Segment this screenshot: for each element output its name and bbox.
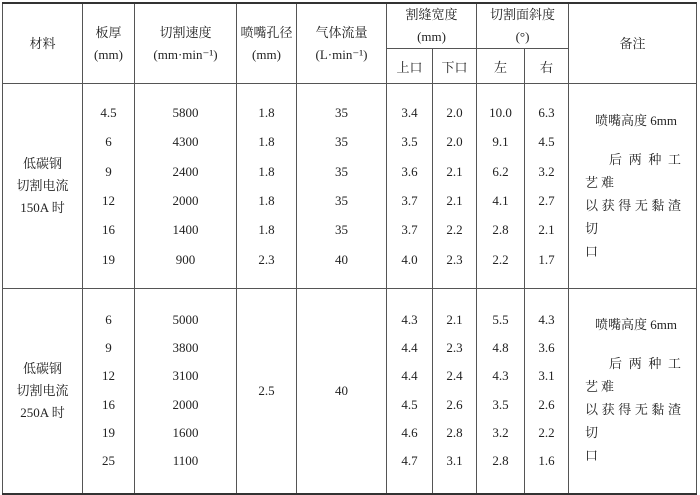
group-150a-slope-right bbox=[525, 84, 569, 289]
thickness-value: 9 bbox=[105, 163, 112, 179]
group-150a-slope-left bbox=[477, 84, 525, 289]
speed-value: 1100 bbox=[172, 453, 199, 469]
thickness-value: 19 bbox=[102, 425, 115, 441]
header-slope bbox=[477, 3, 569, 49]
kerf-top-value: 4.4 bbox=[401, 368, 418, 384]
slope-right-value: 4.3 bbox=[538, 311, 555, 327]
header-kerf-top: 上口 bbox=[387, 49, 433, 84]
kerf-bottom-value: 2.2 bbox=[446, 222, 463, 238]
group-150a-gas bbox=[297, 84, 387, 289]
header-speed-label: 切割速度 bbox=[159, 24, 212, 40]
kerf-top-value: 4.0 bbox=[401, 251, 418, 267]
material-line: 切割电流 bbox=[16, 178, 69, 193]
group-250a-slope-left bbox=[477, 289, 525, 494]
header-gas-label: 气体流量 bbox=[315, 24, 368, 40]
gas-value: 35 bbox=[335, 134, 348, 150]
gas-value: 35 bbox=[335, 163, 348, 179]
slope-left-value: 6.2 bbox=[492, 163, 509, 179]
slope-left-value: 3.2 bbox=[492, 425, 509, 441]
header-kerf-bottom: 下口 bbox=[433, 49, 477, 84]
group-250a-material bbox=[3, 289, 83, 494]
material-line: 低碳钢 bbox=[22, 360, 62, 376]
header-kerf-unit: (mm) bbox=[417, 29, 446, 44]
group-250a-slope-right bbox=[525, 289, 569, 494]
group-150a-material bbox=[3, 84, 83, 289]
kerf-top-value: 3.7 bbox=[401, 222, 418, 238]
header-slope-unit: (°) bbox=[515, 29, 530, 44]
slope-left-value: 3.5 bbox=[492, 396, 509, 412]
header-thickness-unit: (mm) bbox=[94, 46, 123, 62]
thickness-value: 6 bbox=[105, 311, 112, 327]
slope-left-value: 2.8 bbox=[492, 453, 509, 469]
speed-value: 3800 bbox=[172, 340, 199, 356]
group-150a-thickness bbox=[83, 84, 135, 289]
header-remark: 备注 bbox=[569, 3, 697, 84]
header-nozzle bbox=[237, 3, 297, 84]
nozzle-value: 1.8 bbox=[258, 193, 275, 208]
group-250a-gas: 40 bbox=[297, 289, 387, 494]
header-row-1 bbox=[3, 3, 697, 49]
remark-slag-line: 以获得无黏渣切 bbox=[585, 197, 685, 236]
header-kerf-label: 割缝宽度 bbox=[405, 7, 458, 22]
kerf-bottom-value: 2.3 bbox=[446, 340, 463, 356]
header-speed bbox=[135, 3, 237, 84]
kerf-bottom-value: 2.3 bbox=[446, 251, 463, 267]
thickness-value: 6 bbox=[105, 134, 112, 150]
slope-right-value: 2.6 bbox=[538, 396, 555, 412]
thickness-value: 9 bbox=[105, 340, 112, 356]
slope-right-value: 3.2 bbox=[538, 163, 555, 179]
slope-right-value: 3.1 bbox=[538, 368, 555, 384]
material-line: 低碳钢 bbox=[22, 156, 62, 171]
remark-slag-note bbox=[585, 148, 684, 194]
kerf-top-value: 3.7 bbox=[401, 193, 418, 208]
material-line: 切割电流 bbox=[16, 382, 69, 398]
kerf-top-value: 4.5 bbox=[401, 396, 418, 412]
group-250a-nozzle: 2.5 bbox=[237, 289, 297, 494]
gas-value: 35 bbox=[335, 105, 348, 121]
group-250a-kerf-top bbox=[387, 289, 433, 494]
slope-left-value: 4.3 bbox=[492, 368, 509, 384]
kerf-top-value: 4.4 bbox=[401, 340, 418, 356]
kerf-bottom-value: 3.1 bbox=[446, 453, 463, 469]
speed-value: 2000 bbox=[172, 193, 199, 208]
remark-slag-line: 口 bbox=[585, 448, 599, 464]
kerf-top-value: 3.5 bbox=[401, 134, 418, 150]
group-250a-kerf-bottom bbox=[433, 289, 477, 494]
remark-slag-line: 后两种工艺难 bbox=[585, 356, 685, 395]
slope-right-value: 3.6 bbox=[538, 340, 555, 356]
group-150a-speed bbox=[135, 84, 237, 289]
slope-right-value: 4.5 bbox=[538, 134, 555, 150]
cutting-parameters-table bbox=[2, 2, 697, 495]
gas-value: 40 bbox=[335, 251, 348, 267]
header-thickness bbox=[83, 3, 135, 84]
header-slope-right: 右 bbox=[525, 49, 569, 84]
kerf-bottom-value: 2.8 bbox=[446, 425, 463, 441]
header-nozzle-label: 喷嘴孔径 bbox=[240, 24, 293, 40]
kerf-top-value: 4.7 bbox=[401, 453, 418, 469]
kerf-bottom-value: 2.6 bbox=[446, 396, 463, 412]
group-250a-row bbox=[3, 289, 697, 494]
gas-value: 35 bbox=[335, 193, 348, 208]
thickness-value: 12 bbox=[102, 368, 115, 384]
kerf-bottom-value: 2.0 bbox=[446, 134, 463, 150]
header-gas-unit: (L·min⁻¹) bbox=[315, 46, 368, 62]
group-250a-thickness bbox=[83, 289, 135, 494]
kerf-bottom-value: 2.1 bbox=[446, 163, 463, 179]
kerf-top-value: 4.3 bbox=[401, 311, 418, 327]
nozzle-value: 1.8 bbox=[258, 163, 275, 179]
thickness-value: 19 bbox=[102, 251, 115, 267]
group-150a-remark bbox=[569, 84, 697, 289]
slope-left-value: 4.1 bbox=[492, 193, 509, 208]
kerf-top-value: 4.6 bbox=[401, 425, 418, 441]
slope-right-value: 2.2 bbox=[538, 425, 555, 441]
speed-value: 2000 bbox=[172, 396, 199, 412]
header-thickness-label: 板厚 bbox=[95, 24, 122, 40]
speed-value: 1600 bbox=[172, 425, 199, 441]
slope-left-value: 4.8 bbox=[492, 340, 509, 356]
nozzle-value: 1.8 bbox=[258, 222, 275, 238]
speed-value: 900 bbox=[175, 251, 196, 267]
slope-right-value: 2.7 bbox=[538, 193, 555, 208]
header-speed-unit: (mm·min⁻¹) bbox=[153, 46, 218, 62]
slope-right-value: 1.7 bbox=[538, 251, 555, 267]
nozzle-value: 1.8 bbox=[258, 105, 275, 121]
group-150a-kerf-bottom bbox=[433, 84, 477, 289]
kerf-bottom-value: 2.1 bbox=[446, 311, 463, 327]
remark-slag-line: 后两种工艺难 bbox=[585, 151, 685, 190]
slope-right-value: 1.6 bbox=[538, 453, 555, 469]
remark-nozzle-height: 喷嘴高度 6mm bbox=[595, 112, 678, 128]
remark-slag-line: 以获得无黏渣切 bbox=[585, 402, 685, 441]
nozzle-value: 2.3 bbox=[258, 251, 275, 267]
slope-left-value: 9.1 bbox=[492, 134, 509, 150]
group-150a-kerf-top bbox=[387, 84, 433, 289]
speed-value: 1400 bbox=[172, 222, 199, 238]
remark-slag-note bbox=[585, 352, 684, 398]
gas-value: 35 bbox=[335, 222, 348, 238]
slope-left-value: 10.0 bbox=[489, 105, 512, 121]
thickness-value: 4.5 bbox=[100, 105, 117, 121]
thickness-value: 16 bbox=[102, 396, 115, 412]
cutting-parameters-table-wrapper bbox=[2, 2, 696, 486]
speed-value: 5000 bbox=[172, 311, 199, 327]
kerf-bottom-value: 2.0 bbox=[446, 105, 463, 121]
kerf-bottom-value: 2.4 bbox=[446, 368, 463, 384]
slope-left-value: 5.5 bbox=[492, 311, 509, 327]
speed-value: 2400 bbox=[172, 163, 199, 179]
thickness-value: 12 bbox=[102, 193, 115, 208]
header-nozzle-unit: (mm) bbox=[252, 46, 281, 62]
header-gas bbox=[297, 3, 387, 84]
slope-right-value: 2.1 bbox=[538, 222, 555, 238]
kerf-bottom-value: 2.1 bbox=[446, 193, 463, 208]
header-slope-label: 切割面斜度 bbox=[490, 7, 556, 22]
thickness-value: 16 bbox=[102, 222, 115, 238]
group-150a-nozzle bbox=[237, 84, 297, 289]
remark-slag-line: 口 bbox=[585, 243, 599, 259]
remark-nozzle-height: 喷嘴高度 6mm bbox=[595, 317, 678, 333]
speed-value: 5800 bbox=[172, 105, 199, 121]
slope-right-value: 6.3 bbox=[538, 105, 555, 121]
nozzle-value: 1.8 bbox=[258, 134, 275, 150]
slope-left-value: 2.2 bbox=[492, 251, 509, 267]
header-slope-left: 左 bbox=[477, 49, 525, 84]
group-250a-speed bbox=[135, 289, 237, 494]
group-250a-remark bbox=[569, 289, 697, 494]
speed-value: 4300 bbox=[172, 134, 199, 150]
kerf-top-value: 3.6 bbox=[401, 163, 418, 179]
group-150a-row bbox=[3, 84, 697, 289]
material-line: 150A 时 bbox=[20, 200, 65, 215]
kerf-top-value: 3.4 bbox=[401, 105, 418, 121]
header-kerf bbox=[387, 3, 477, 49]
slope-left-value: 2.8 bbox=[492, 222, 509, 238]
material-line: 250A 时 bbox=[20, 404, 65, 420]
thickness-value: 25 bbox=[102, 453, 115, 469]
speed-value: 3100 bbox=[172, 368, 199, 384]
header-material: 材料 bbox=[3, 3, 83, 84]
